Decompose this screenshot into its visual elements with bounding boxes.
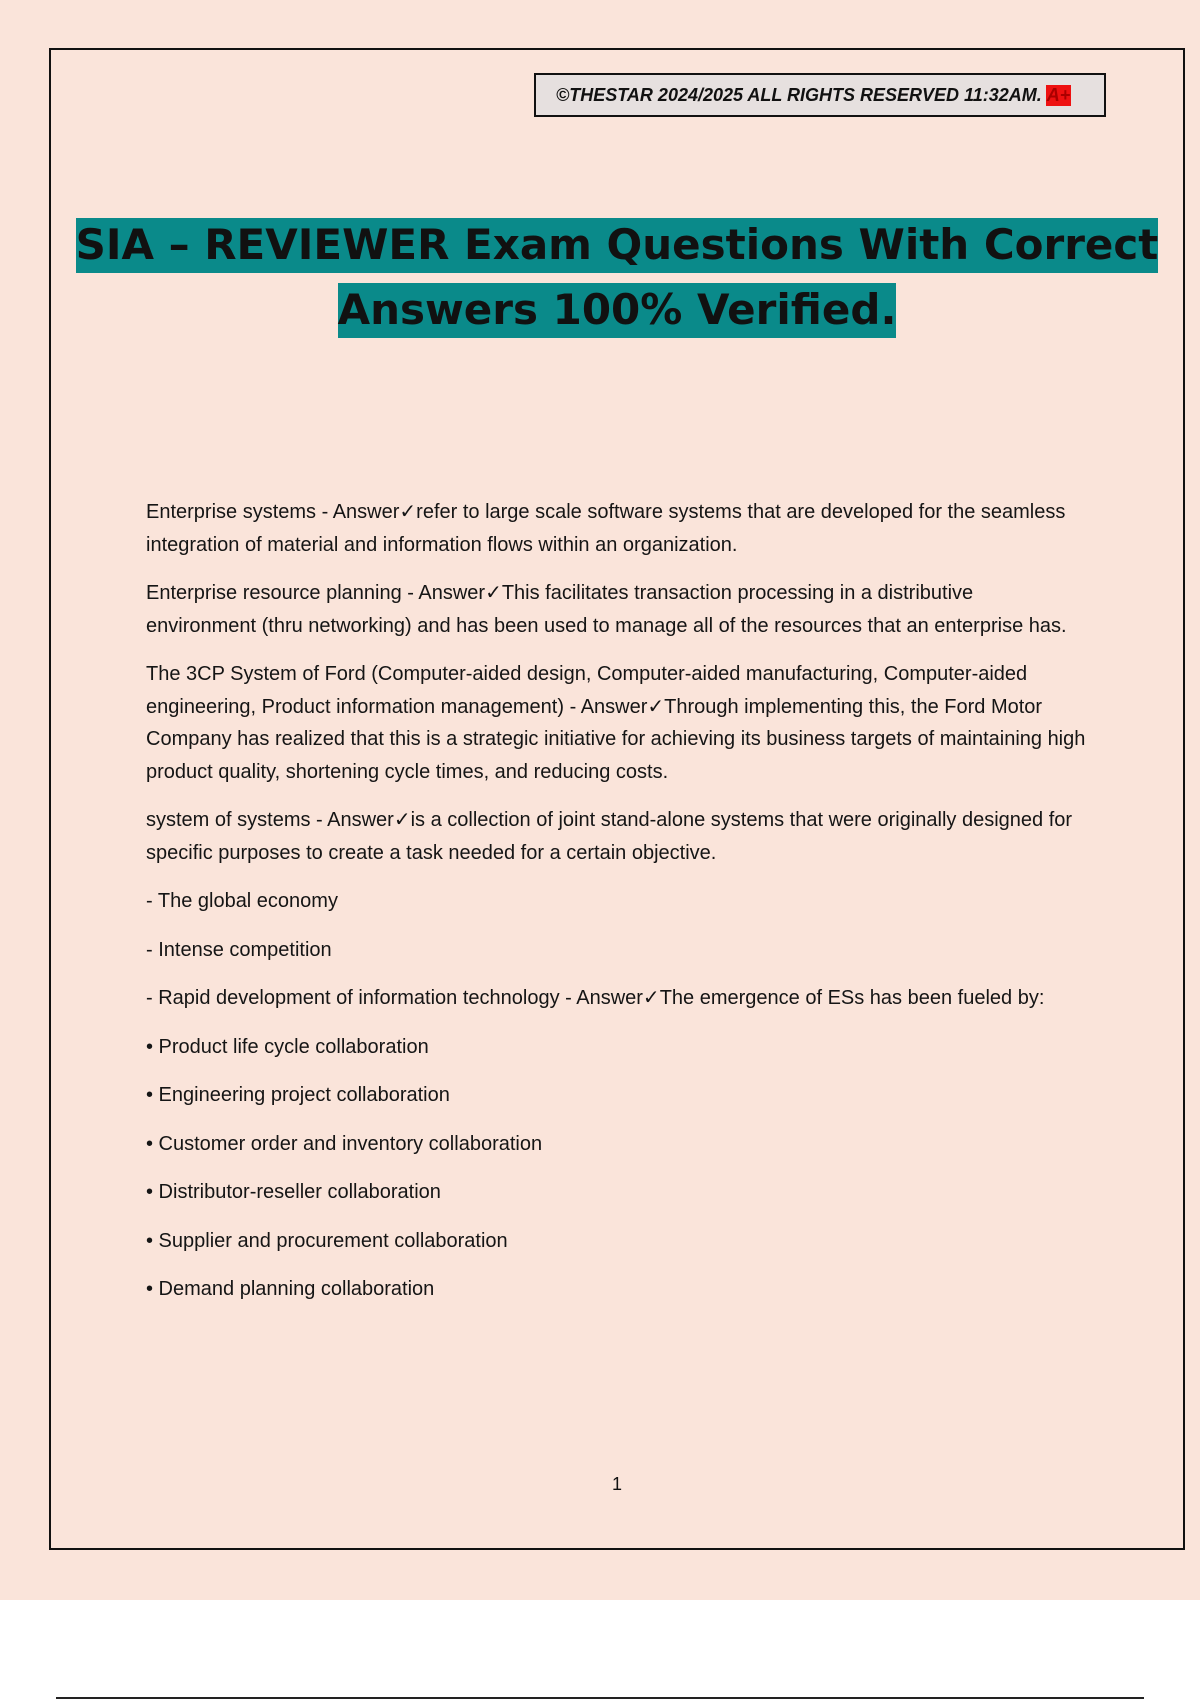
bullet-item: • Supplier and procurement collaboration <box>146 1229 508 1252</box>
qa-paragraph: The 3CP System of Ford (Computer-aided design, Computer-aided manufacturing, Computer-aided engineering, Product information management) - Answer✓Through implementing this, the Ford Motor Company has realized that this is a strategic initiative for achieving its business targets of maintaining high product quality, shortening cycle times, and reducing costs. <box>146 663 1086 783</box>
page-number: 1 <box>611 1474 622 1494</box>
bullet-item: • Distributor-reseller collaboration <box>146 1181 441 1203</box>
bullet-item: • Product life cycle collaboration <box>146 1035 429 1058</box>
bullet-item: • Engineering project collaboration <box>146 1084 450 1106</box>
document-body <box>146 496 1086 1322</box>
qa-paragraph: - Rapid development of information technology - Answer✓The emergence of ESs has been fueled by: <box>146 987 1045 1009</box>
bullet-item: • Demand planning collaboration <box>146 1278 435 1300</box>
copyright-banner <box>534 73 1106 117</box>
qa-paragraph: Enterprise resource planning - Answer✓This facilitates transaction processing in a distributive environment (thru networking) and has been used to manage all of the resources that an enterprise has. <box>146 582 1067 637</box>
list-item: - The global economy <box>146 890 338 912</box>
qa-paragraph: Enterprise systems - Answer✓refer to large scale software systems that are developed for the seamless integration of material and information flows within an organization. <box>146 501 1066 556</box>
document-title <box>60 212 1174 342</box>
title-line-2: Answers 100% Verified. <box>338 283 897 338</box>
title-line-1: SIA – REVIEWER Exam Questions With Correct <box>76 218 1159 273</box>
grade-badge: A+ <box>1046 84 1071 105</box>
qa-paragraph: system of systems - Answer✓is a collection of joint stand-alone systems that were originally designed for specific purposes to create a task needed for a certain objective. <box>146 809 1073 864</box>
copyright-text: ©THESTAR 2024/2025 ALL RIGHTS RESERVED 11:32AM. <box>556 84 1042 105</box>
bullet-item: • Customer order and inventory collaboration <box>146 1132 543 1155</box>
list-item: - Intense competition <box>146 938 332 961</box>
bottom-divider <box>56 1697 1144 1699</box>
